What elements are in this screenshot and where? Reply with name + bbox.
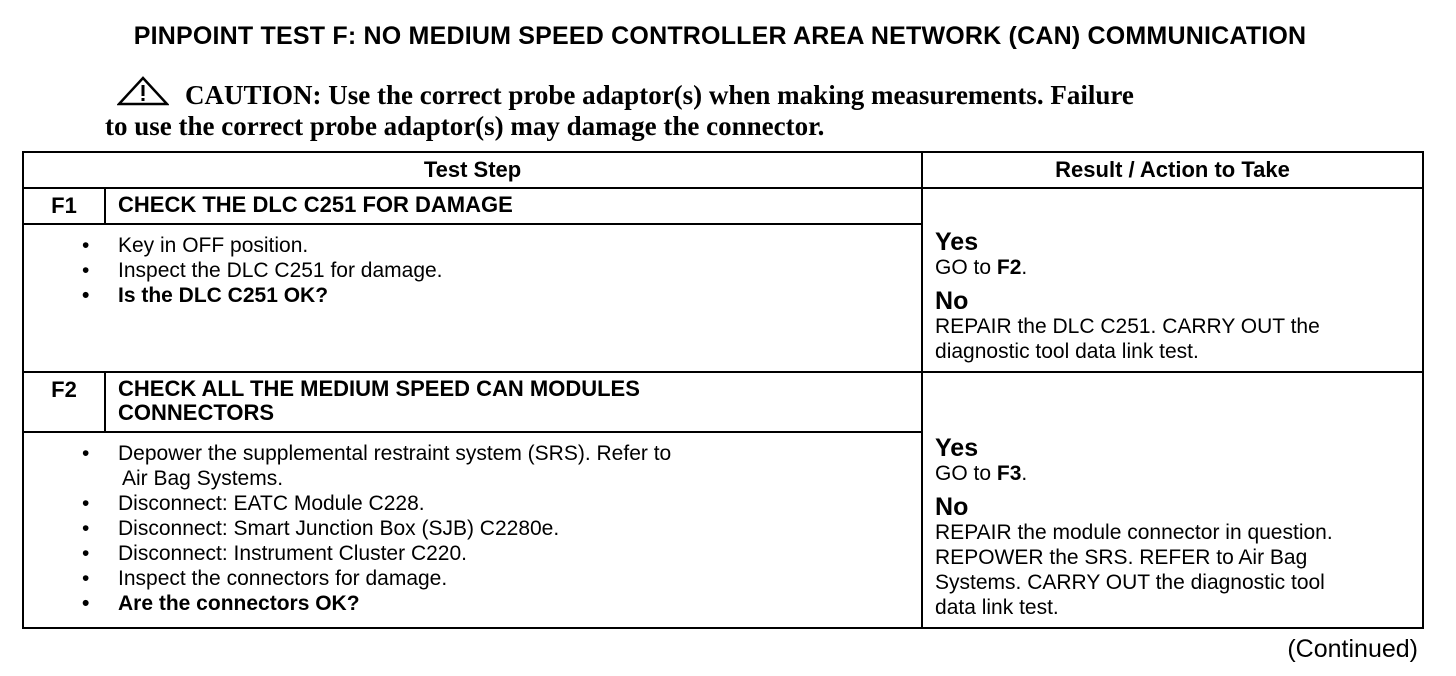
warning-triangle-icon [117,76,169,106]
step-bullet: • Disconnect: Smart Junction Box (SJB) C2280e. [118,516,921,541]
no-action-line: data link test. [935,596,1059,619]
no-action-line: REPAIR the DLC C251. CARRY OUT the [935,315,1320,338]
no-label: No [935,287,969,315]
page-title: PINPOINT TEST F: NO MEDIUM SPEED CONTROLLER AREA NETWORK (CAN) COMMUNICATION [133,22,1307,50]
header-test-step: Test Step [23,152,922,188]
step-body [23,432,922,628]
caution-line-2: to use the correct probe adaptor(s) may damage the connector. [105,111,825,141]
no-action-line: Systems. CARRY OUT the diagnostic tool [935,571,1325,594]
step-bullet: • Inspect the DLC C251 for damage. [118,258,921,283]
pinpoint-test-table [22,151,1424,629]
step-body [23,224,922,372]
yes-action: GO to F2. [935,256,1028,279]
no-label: No [935,493,969,521]
table-header-row [23,152,1423,188]
step-title: CHECK ALL THE MEDIUM SPEED CAN MODULES CONNECTORS [105,372,922,432]
yes-action: GO to F3. [935,462,1028,485]
step-title: CHECK THE DLC C251 FOR DAMAGE [105,188,922,224]
step-bullet: • Inspect the connectors for damage. [118,566,921,591]
result-cell [922,188,1423,372]
caution-note [105,80,1325,142]
yes-label: Yes [935,434,979,462]
no-action-line: REPOWER the SRS. REFER to Air Bag [935,546,1308,569]
continued-label: (Continued) [1287,635,1418,663]
result-cell [922,372,1423,628]
step-title-row [23,372,1423,432]
step-bullet: • Disconnect: Instrument Cluster C220. [118,541,921,566]
step-code: F2 [23,372,105,432]
no-action-line: REPAIR the module connector in question. [935,521,1333,544]
step-code: F1 [23,188,105,224]
step-bullet: • Are the connectors OK? [118,591,921,616]
step-bullet: • Is the DLC C251 OK? [118,283,921,308]
caution-line-1: CAUTION: Use the correct probe adaptor(s) when making measurements. Failure [185,80,1134,110]
no-action-line: diagnostic tool data link test. [935,340,1199,363]
header-result-action: Result / Action to Take [922,152,1423,188]
step-bullet: • Key in OFF position. [118,233,921,258]
yes-label: Yes [935,228,979,256]
step-bullet: • Disconnect: EATC Module C228. [118,491,921,516]
step-bullet: • Depower the supplemental restraint system (SRS). Refer to Air Bag Systems. [118,441,921,491]
step-title-row [23,188,1423,224]
